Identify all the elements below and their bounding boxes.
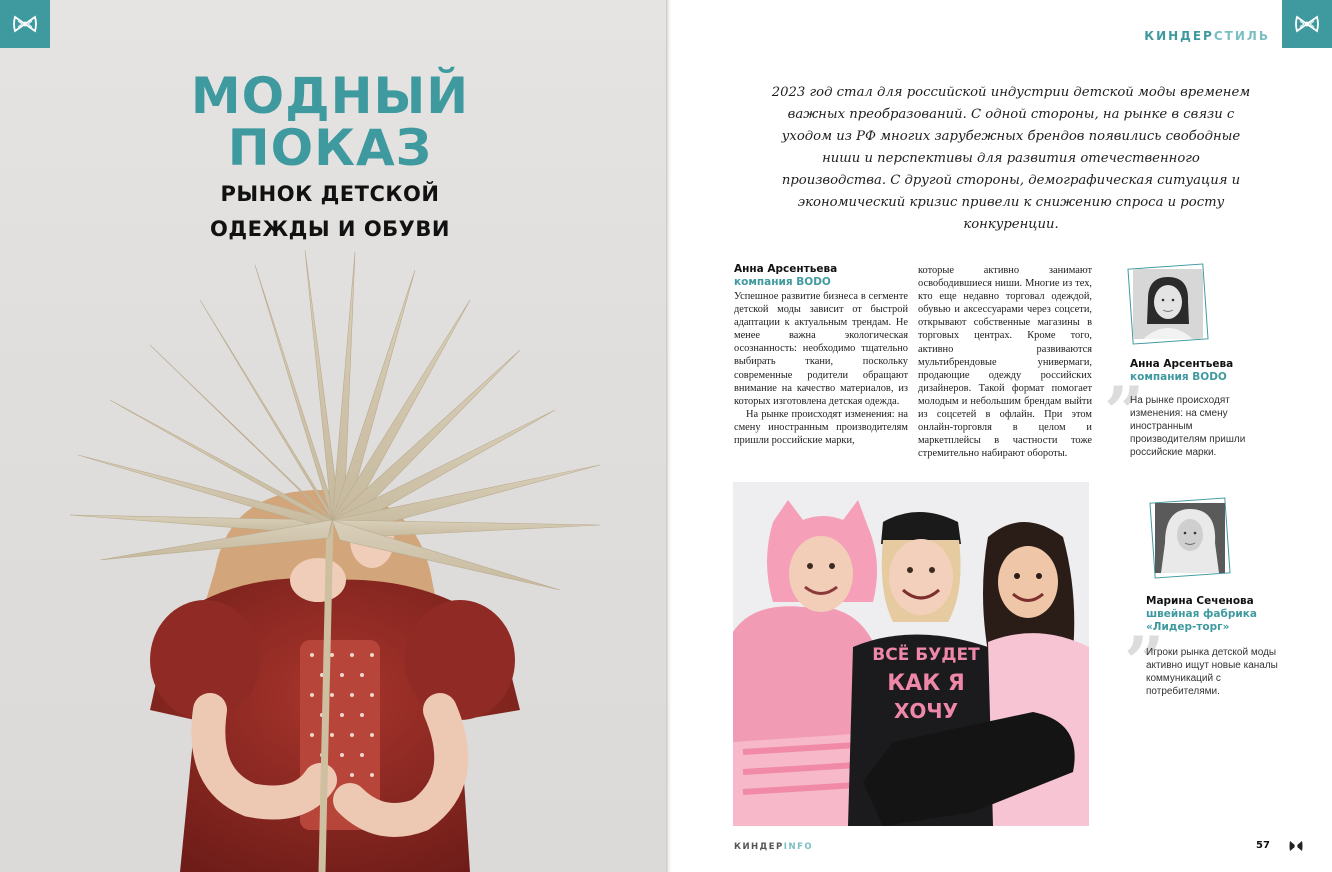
footer-magazine-tag bbox=[734, 842, 813, 852]
bow-icon bbox=[12, 14, 38, 34]
quote-author-company-line-2: «Лидер-торг» bbox=[1146, 621, 1230, 633]
quote-card-2 bbox=[1124, 500, 1320, 704]
footer-tag-part-2: INFO bbox=[783, 842, 814, 852]
article-author-name: Анна Арсентьева bbox=[734, 263, 838, 275]
three-kids-photo bbox=[733, 482, 1089, 826]
quote-mark-icon: ” bbox=[1104, 371, 1145, 454]
headline-block bbox=[140, 67, 520, 244]
quote-portrait-1 bbox=[1130, 266, 1206, 342]
article-paragraph: На рынке происходят изменения: на смену иностранным производителям пришли российские марки, bbox=[734, 408, 908, 447]
section-tag bbox=[1144, 29, 1270, 43]
quote-portrait-2 bbox=[1152, 500, 1228, 576]
article-paragraph: Успешное развитие бизнеса в сегменте детской моды зависит от быстрой адаптации к актуальным трендам. Не менее важна экологическая осознанность: необходимо тщательно выбирать ткани, поскольку современные родители обращают внимание на качество материалов, из которых изготовлена детская одежда. bbox=[734, 291, 908, 407]
shirt-print-line-3: ХОЧУ bbox=[893, 699, 959, 723]
quote-author-name: Марина Сеченова bbox=[1146, 595, 1254, 607]
article-author bbox=[734, 263, 914, 289]
headline-subtitle-line-2: ОДЕЖДЫ И ОБУВИ bbox=[210, 217, 450, 241]
headline-title-line-2: ПОКАЗ bbox=[227, 119, 433, 177]
article-paragraph: которые активно занимают освободившиеся ниши. Многие из тех, кто еще недавно торговал одеждой, обувью и аксессуарами через соцсети, открывают собственные магазины в торговых центрах. Кроме того, активно развиваются мультибрендовые универмаги, продающие одежду российских дизайнеров. Такой формат помогает молодым и небольшим брендам выйти из соцсетей в офлайн. При этом онлайн-торговля в целом и маркетплейсы в частности тоже стремительно набирают обороты. bbox=[918, 265, 1092, 460]
lead-paragraph: 2023 год стал для российской индустрии детской моды временем важных преобразований. С одной стороны, на рынке в связи с уходом из РФ многих зарубежных брендов появились свободные ниши и перспективы для развития отечественного производства. С другой стороны, демографическая ситуация и экономический кризис привели к снижению спроса и росту конкуренции. bbox=[771, 85, 1251, 232]
quote-mark-icon: ” bbox=[1124, 621, 1165, 704]
quote-text-1: На рынке происходят изменения: на смену иностранным производителям пришли российские марки. bbox=[1130, 395, 1246, 458]
quote-author-2 bbox=[1146, 595, 1322, 634]
woman-portrait-photo bbox=[1133, 269, 1203, 339]
article-column-1 bbox=[734, 290, 908, 447]
headline-title-line-1: МОДНЫЙ bbox=[190, 67, 470, 125]
bow-logo-badge bbox=[1282, 0, 1332, 48]
quote-author-name: Анна Арсентьева bbox=[1130, 358, 1234, 370]
girl-with-palm-leaf-photo bbox=[0, 240, 668, 872]
quote-author-1 bbox=[1130, 358, 1300, 384]
article-author-company: компания BODO bbox=[734, 276, 831, 288]
shirt-print-line-1: ВСЁ БУДЕТ bbox=[872, 645, 980, 665]
headline-subtitle-line-1: РЫНОК ДЕТСКОЙ bbox=[220, 182, 440, 206]
bow-icon bbox=[1294, 14, 1320, 34]
quote-author-company: компания BODO bbox=[1130, 371, 1227, 383]
page-number: 57 bbox=[1256, 840, 1270, 851]
quote-card-1 bbox=[1104, 266, 1298, 466]
right-page bbox=[672, 0, 1332, 872]
shirt-print-line-2: КАК Я bbox=[887, 671, 965, 696]
article-column-2 bbox=[918, 264, 1092, 460]
bow-logo-badge bbox=[0, 0, 50, 48]
woman-portrait-photo bbox=[1155, 503, 1225, 573]
quote-author-company-line-1: швейная фабрика bbox=[1146, 608, 1257, 620]
quote-text-2: Игроки рынка детской моды активно ищут новые каналы коммуникаций с потребителями. bbox=[1146, 647, 1278, 697]
bow-icon bbox=[1289, 840, 1303, 852]
section-tag-part-1: КИНДЕР bbox=[1144, 29, 1214, 43]
section-tag-part-2: СТИЛЬ bbox=[1213, 29, 1270, 43]
footer-tag-part-1: КИНДЕР bbox=[734, 842, 784, 852]
